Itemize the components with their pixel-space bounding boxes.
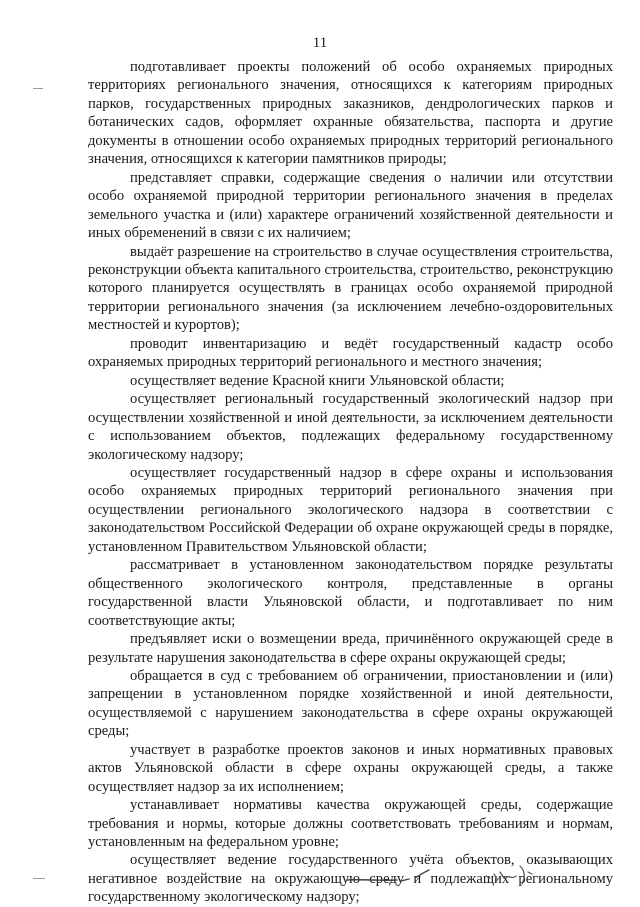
paragraph: осуществляет ведение государственного учёта объектов, оказывающих негативное воздействие на окружающую среду и подлежащих региональному государственному экологическому надзору; bbox=[88, 852, 613, 906]
paragraph: осуществляет региональный государственный экологический надзор при осуществлении хозяйственной и иной деятельности, за исключением деятельности с использованием объектов, подлежащих федеральному государственному экологическому надзору; bbox=[88, 391, 613, 463]
paragraph: выдаёт разрешение на строительство в случае осуществления строительства, реконструкции объекта капитального строительства, строительство, реконструкцию которого планируется осуществлять в границах особо охраняемой природной территории регионального значения (за исключением лечебно-оздоровительных местностей и курортов); bbox=[88, 243, 613, 334]
page-number: 11 bbox=[312, 35, 328, 51]
signature-scribble-left bbox=[345, 866, 435, 888]
paragraph: предъявляет иски о возмещении вреда, причинённого окружающей среде в результате нарушения законодательства в сфере охраны окружающей среды; bbox=[88, 631, 613, 666]
scan-mark bbox=[33, 878, 45, 879]
paragraph: устанавливает нормативы качества окружающей среды, содержащие требования и нормы, которые должны соответствовать требованиям и нормам, установленным на федеральном уровне; bbox=[88, 797, 613, 851]
document-body bbox=[88, 58, 613, 907]
paragraph: подготавливает проекты положений об особо охраняемых природных территориях регионального значения, относящихся к категориям природных парков, государственных природных заказников, дендрологических парков и ботанических садов, оформляет охранные обязательства, паспорта и другие документы в отношении особо охраняемых природных территорий регионального значения, относящихся к категории памятников природы; bbox=[88, 59, 613, 168]
paragraph: обращается в суд с требованием об ограничении, приостановлении и (или) запрещении в установленном порядке хозяйственной и иной деятельности, осуществляемой с нарушением законодательства в сфере охраны окружающей среды; bbox=[88, 667, 613, 740]
scan-mark bbox=[33, 88, 43, 89]
paragraph: участвует в разработке проектов законов и иных нормативных правовых актов Ульяновской области в сфере охраны окружающей среды, а также осуществляет надзор за их исполнением; bbox=[88, 741, 613, 795]
paragraph: проводит инвентаризацию и ведёт государственный кадастр особо охраняемых природных территорий регионального и местного значения; bbox=[88, 335, 613, 371]
signature-scribble-right bbox=[482, 860, 542, 890]
paragraph: рассматривает в установленном законодательством порядке результаты общественного экологического контроля, представленные в органы государственной власти Ульяновской области, и подготавливает по ним соответствующие акты; bbox=[88, 557, 613, 629]
paragraph: осуществляет ведение Красной книги Ульяновской области; bbox=[130, 372, 505, 389]
paragraph: представляет справки, содержащие сведения о наличии или отсутствии особо охраняемой природной территории регионального значения в пределах земельного участка и (или) характере ограничений хозяйственной деятельности и иных обременений в связи с их наличием; bbox=[88, 169, 613, 242]
paragraph: осуществляет государственный надзор в сфере охраны и использования особо охраняемых природных территорий регионального значения при осуществлении регионального экологического надзора в соответствии с законодательством Российской Федерации об охране окружающей среды в порядке, установленном Правительством Ульяновской области; bbox=[88, 464, 613, 555]
